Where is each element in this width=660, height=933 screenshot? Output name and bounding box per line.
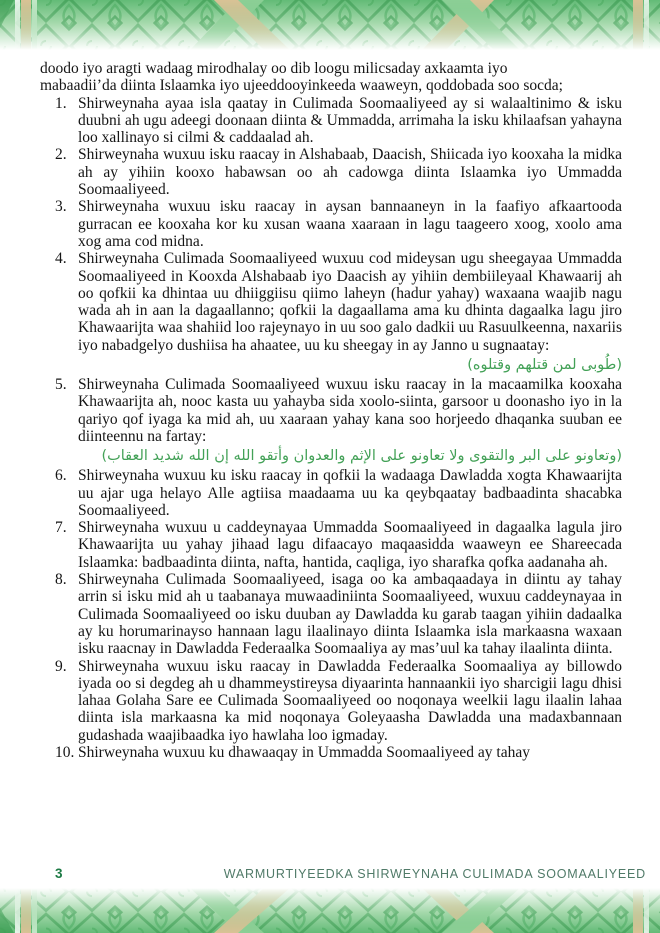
item-text: Shirweynaha wuxuu isku raacay in aysan bannaaneyn in la faafiyo afkaartooda gurracan ee kooxaha kor ku xusan waana xaaraan in lagu taageero xoog, xoolo ama xog ama cod midna. — [78, 198, 622, 250]
list-item-4 — [40, 250, 622, 376]
item-number: 3. — [55, 198, 67, 216]
item-text: Shirweynaha wuxuu ku isku raacay in qofkii la wadaaga Dawladda xogta Khawaarijta uu ajar uga helayo Alle agtiisa maadaama uu ka qeybqaatay badbaadinta shacabka Soomaaliyeed. — [78, 467, 622, 519]
item-text: Shirweynaha Culimada Soomaaliyeed wuxuu cod mideysan ugu sheegayaa Ummadda Soomaaliyeed in Kooxda Alshabaab iyo Daacish ay yihiin dembiileyaal Khawaarij ah oo qofkii ka dhintaa uu dhiiggiisu qiimo laheyn (hadur yahay) waxaana waajib nagu wada ah in aan la dagaallanno; qofkii la dagaallama ama ku dhinta dagaalka lagu jiro Khawaarijta waa shahiid loo rajeynayo in uu soo galo dadkii uu Rasuulkeenna, naxariis iyo nabadgelyo dushiisa ha ahaatee, uu ku sheegay in ay Janno u sugnaatay: — [78, 250, 622, 354]
list-item-6 — [40, 467, 622, 519]
item-number: 5. — [55, 376, 67, 394]
list-item-7 — [40, 519, 622, 571]
intro-line-1: doodo iyo aragti wadaag mirodhalay oo dib loogu milicsaday axkaamta iyo — [40, 60, 508, 77]
item-text: Shirweynaha wuxuu ku dhawaaqay in Ummadda Soomaaliyeed ay tahay — [78, 743, 530, 761]
item-number: 7. — [55, 519, 67, 537]
item-number: 10. — [55, 743, 75, 761]
item-number: 4. — [55, 250, 67, 268]
list-item-8 — [40, 571, 622, 657]
list-item-9 — [40, 658, 622, 744]
page-number: 3 — [55, 866, 63, 881]
item-text: Shirweynaha wuxuu isku raacay in Alshabaab, Daacish, Shiicada iyo kooxaha la midka ah ay yihiin kooxo habawsan oo ah cadowga diinta Islaamka iyo Ummadda Soomaaliyeed. — [78, 146, 622, 199]
item-number: 6. — [55, 467, 67, 485]
ornament-border-bottom — [0, 888, 660, 933]
list-item-5 — [40, 376, 622, 467]
arabic-quote-2: (وتعاونو على البر والتقوى ولا تعاونو على الإثم والعدوان وأتقو الله إن الله شديد العقاب) — [101, 448, 622, 465]
document-body — [40, 60, 622, 761]
item-text: Shirweynaha Culimada Soomaaliyeed, isaga oo ka ambaqaadaya in diintu ay tahay arrin si isku mid ah u taabanaya muwaadiniinta Soomaaliyeed, wuxuu caddeynayaa in Culimada Soomaaliyeed oo isku duuban ay Dawladda ku garab taagan yihiin dadaalka ay ku horumarinayso hannaan lagu ilaalinayo diinta Islaamka isla markaasna waxaan isku raacnay in Dawladda Federaalka Soomaaliya ay mas’uul ka tahay ilaalinta diinta. — [78, 571, 622, 658]
item-text: Shirweynaha ayaa isla qaatay in Culimada Soomaaliyeed ay si walaaltinimo & isku duubni ah ugu adeegi doonaan diinta & Ummadda, arrimaha la isku khilaafsan yahayna loo xallinayo si cilmi & caddaalad ah. — [78, 94, 622, 147]
arabic-quote-1: (طُوبى لمن قتلهم وقتلوه) — [467, 357, 622, 374]
item-text: Shirweynaha wuxuu u caddeynayaa Ummadda Soomaaliyeed in dagaalka lagula jiro Khawaarijta uu yahay jihaad lagu difaacayo maqaasidda waaweyn ee Shareecada Islaamka: badbaadinta diinta, nafta, hantida, caqliga, iyo sharafka qofka aadanaha ah. — [78, 519, 622, 571]
footer-title: WARMURTIYEEDKA SHIRWEYNAHA CULIMADA SOOMAALIYEED — [223, 867, 646, 881]
list-item-10 — [40, 744, 622, 761]
intro-paragraph — [40, 60, 622, 95]
list-item-1 — [40, 95, 622, 147]
page-footer — [55, 866, 646, 881]
item-text: Shirweynaha Culimada Soomaaliyeed wuxuu isku raacay in la macaamilka kooxaha Khawaarijta ah, nooc kasta uu yahayba sida xoolo-siinta, garsoor u doonasho iyo in la qariyo qof iyaga ka mid ah, uu xaaraan yahay kana soo horjeedo dhaqanka suuban ee diinteennu na fartay: — [78, 376, 622, 445]
item-text: Shirweynaha wuxuu isku raacay in Dawladda Federaalka Soomaaliya ay billowdo iyada oo si degdeg ah u dhammeystireysa diyaarinta hannaankii iyo sharcigii lagu dhisi lahaa Golaha Sare ee Culimada Soomaaliyeed oo noqonaya weelkii lagu ilaalin lahaa diinta isla markaasna ka mid noqonaya Goleyaasha Dawladda una madaxbannaan gudashada waajibaadka iyo hawlaha loo igmaday. — [78, 657, 622, 744]
ornament-border-top — [0, 0, 660, 50]
item-number: 9. — [55, 657, 67, 675]
resolution-list — [40, 95, 622, 762]
list-item-2 — [40, 146, 622, 198]
intro-line-2: mabaadii’da diinta Islaamka iyo ujeeddooyinkeeda waaweyn, qoddobada soo socda; — [40, 77, 563, 95]
item-number: 1. — [55, 94, 67, 112]
item-number: 8. — [55, 571, 67, 589]
item-number: 2. — [55, 146, 67, 164]
list-item-3 — [40, 198, 622, 250]
